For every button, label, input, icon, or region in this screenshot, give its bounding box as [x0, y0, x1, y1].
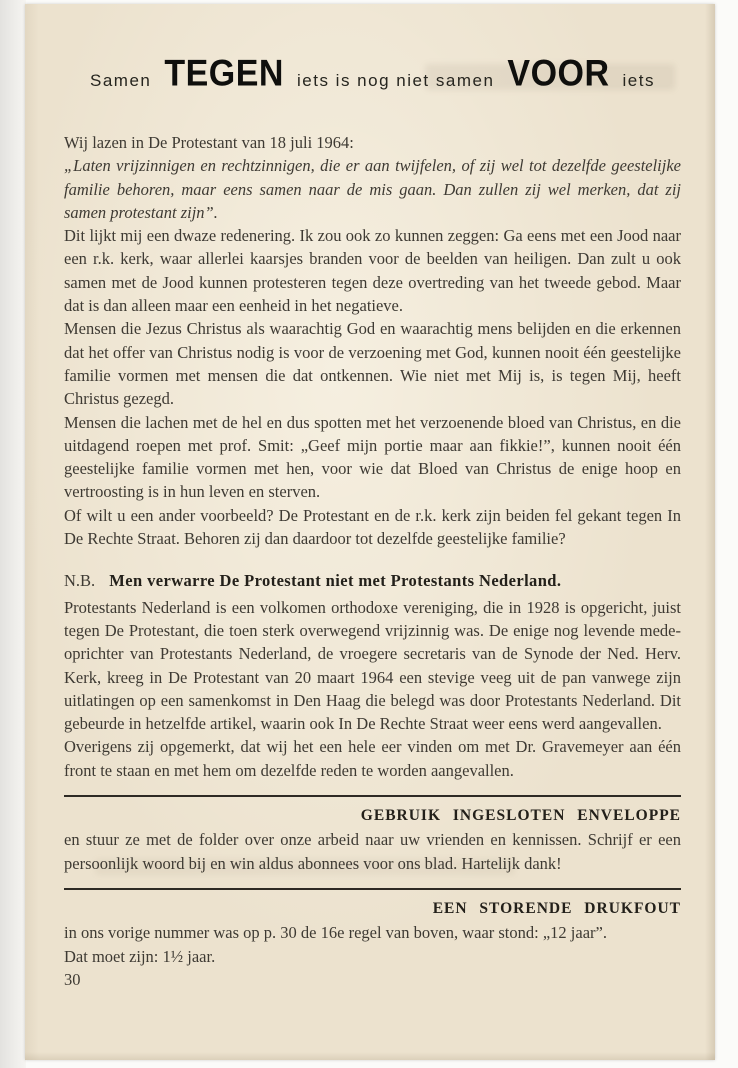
section-heading-drukfout: EEN STORENDE DRUKFOUT — [432, 899, 681, 917]
paragraph: Mensen die lachen met de hel en dus spotten met het verzoenende bloed van Christus, en die uitdagend roepen met prof. Smit: „Geef mijn portie maar aan fikkie!”, kunnen nooit één geestelijke familie vormen met hen, voor wie dat Bloed van Christus de enige hoop en vertroosting is in hun leven en sterven. — [64, 412, 681, 502]
paragraph: Protestants Nederland is een volkomen orthodoxe vereniging, die in 1928 is opgericht, juist tegen De Protestant, die toen sterk overwegend vrijzinnig was. De enige nog levende mede-oprichter van Protestants Nederland, de vroegere secretaris van de Synode der Ned. Herv. Kerk, kreeg in De Protestant van 20 maart 1964 een stevige veeg uit de pan vanwege zijn uitlatingen op een samenkomst in Den Haag die belegd was door Protestants Nederland. Dit gebeurde in hetzelfde artikel, waarin ook In De Rechte Straat weer eens werd aangevallen. — [64, 597, 681, 734]
title-word-voor: VOOR — [507, 52, 610, 94]
paragraph-intro: Wij lazen in De Protestant van 18 juli 1964: — [64, 133, 354, 152]
title-word-iets: iets — [622, 71, 655, 90]
paragraph: en stuur ze met de folder over onze arbeid naar uw vrienden en kennissen. Schrijf er een persoonlijk woord bij en win aldus abonnees voor ons blad. Hartelijk dank! — [64, 830, 681, 873]
nb-bold-text: Men verwarre De Protestant niet met Protestants Nederland. — [109, 571, 562, 591]
paragraph: in ons vorige nummer was op p. 30 de 16e regel van boven, waar stond: „12 jaar”. — [64, 923, 607, 943]
nb-prefix: N.B. — [64, 571, 96, 591]
paragraph: Mensen die Jezus Christus als waarachtig God en waarachtig mens belijden en die erkennen dat het offer van Christus nodig is voor de verzoening met God, kunnen nooit één geestelijke familie vormen met mensen die dat ontkennen. Wie niet met Mij is, is tegen Mij, heeft Christus gezegd. — [64, 319, 681, 409]
nb-note — [64, 569, 681, 592]
paragraph: Of wilt u een ander voorbeeld? De Protestant en de r.k. kerk zijn beiden fel gekant tegen In De Rechte Straat. Behoren zij dan daardoor tot dezelfde geestelijke familie? — [64, 505, 681, 549]
article-body — [64, 131, 681, 991]
divider-rule — [64, 888, 681, 890]
scanner-bed-edge — [0, 0, 26, 1068]
paragraph: Dat moet zijn: 1½ jaar. — [64, 946, 216, 966]
title-middle-text: iets is nog niet samen — [296, 71, 495, 90]
document-page — [25, 4, 715, 1060]
title-word-samen: Samen — [89, 71, 152, 90]
page-number: 30 — [64, 969, 81, 989]
paragraph: Overigens zij opgemerkt, dat wij het een hele eer vinden om met Dr. Gravemeyer aan één front te staan en met hem om dezelfde reden te worden aangevallen. — [64, 737, 681, 780]
title-word-tegen: TEGEN — [164, 52, 284, 94]
page-content — [25, 4, 715, 1060]
article-title — [64, 52, 681, 95]
paragraph: Dit lijkt mij een dwaze redenering. Ik zou ook zo kunnen zeggen: Ga eens met een Jood naar een r.k. kerk, waar allerlei kaarsjes branden voor de beelden van heiligen. Dan zult u ook samen met de Jood kunnen protesteren tegen deze overtreding van het tweede gebod. Maar dat is dan alleen maar een eenheid in het negatieve. — [64, 226, 681, 316]
paragraph-quote: „Laten vrijzinnigen en rechtzinnigen, die er aan twijfelen, of zij wel tot dezelfde geestelijke familie behoren, maar eens samen naar de mis gaan. Dan zullen zij wel merken, dat zij samen protestant zijn”. — [64, 156, 681, 222]
divider-rule — [64, 795, 681, 797]
section-heading-enveloppe: GEBRUIK INGESLOTEN ENVELOPPE — [360, 807, 681, 825]
